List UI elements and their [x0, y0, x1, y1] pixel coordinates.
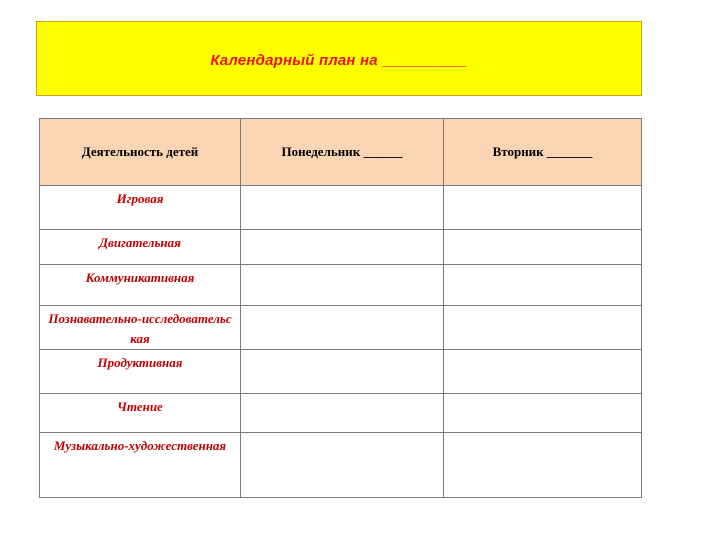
activity-cell: Коммуникативная — [40, 265, 241, 306]
header-monday: Понедельник ______ — [241, 119, 444, 186]
header-activity: Деятельность детей — [40, 119, 241, 186]
table-row — [40, 433, 642, 498]
monday-cell[interactable] — [241, 186, 444, 230]
activity-cell — [40, 306, 241, 350]
table-row — [40, 306, 642, 350]
activity-cell: Игровая — [40, 186, 241, 230]
table-row — [40, 394, 642, 433]
tuesday-cell[interactable] — [444, 230, 642, 265]
tuesday-cell[interactable] — [444, 394, 642, 433]
table-row — [40, 350, 642, 394]
activity-text: Познавательно-исследовательская — [48, 311, 232, 346]
tuesday-cell[interactable] — [444, 186, 642, 230]
table-row — [40, 186, 642, 230]
monday-cell[interactable] — [241, 306, 444, 350]
monday-cell[interactable] — [241, 350, 444, 394]
table-row — [40, 265, 642, 306]
title-banner — [36, 21, 642, 96]
activity-cell: Продуктивная — [40, 350, 241, 394]
activity-cell: Двигательная — [40, 230, 241, 265]
table-row — [40, 230, 642, 265]
calendar-plan-table — [39, 118, 642, 498]
monday-cell[interactable] — [241, 230, 444, 265]
activity-cell: Чтение — [40, 394, 241, 433]
activity-cell — [40, 433, 241, 498]
monday-cell[interactable] — [241, 433, 444, 498]
tuesday-cell[interactable] — [444, 306, 642, 350]
monday-cell[interactable] — [241, 394, 444, 433]
tuesday-cell[interactable] — [444, 265, 642, 306]
header-tuesday: Вторник _______ — [444, 119, 642, 186]
activity-text: Музыкально-художественная — [53, 438, 227, 453]
plan-title: Календарный план на __________ — [210, 52, 468, 69]
monday-cell[interactable] — [241, 265, 444, 306]
table-header-row — [40, 119, 642, 186]
tuesday-cell[interactable] — [444, 433, 642, 498]
tuesday-cell[interactable] — [444, 350, 642, 394]
